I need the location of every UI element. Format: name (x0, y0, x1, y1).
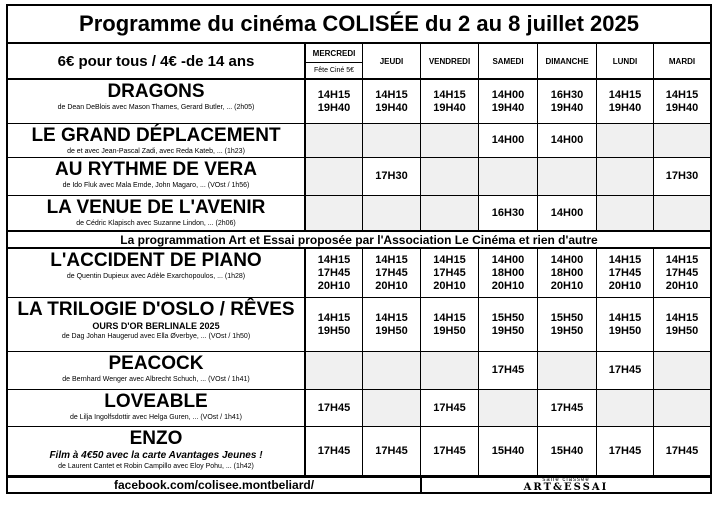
showtime: 14H00 (550, 206, 584, 219)
showtime-cell (363, 298, 421, 352)
film-title: LOVEABLE (104, 391, 208, 412)
facebook-link[interactable]: facebook.com/colisee.montbeliard/ (8, 476, 422, 492)
showtime-cell (538, 158, 597, 196)
showtime: 17H30 (375, 170, 408, 182)
film-info (8, 158, 306, 196)
showtime: 14H15 (375, 88, 408, 101)
showtime-cell (538, 427, 597, 476)
showtime-cell (654, 80, 710, 124)
showtime: 19H50 (491, 324, 525, 337)
film-info (8, 352, 306, 390)
showtime-cell (421, 249, 479, 298)
showtime: 20H10 (317, 279, 351, 292)
showtime-cell (479, 196, 538, 231)
showtime: 19H50 (433, 324, 466, 337)
showtime: 17H45 (608, 266, 642, 279)
showtime: 14H15 (317, 88, 351, 101)
film-title: LA TRILOGIE D'OSLO / RÊVES (17, 299, 295, 320)
showtime: 14H15 (375, 311, 408, 324)
showtime-cell (363, 80, 421, 124)
showtime-cell (306, 427, 363, 476)
film-info (8, 196, 306, 231)
showtime: 19H50 (375, 324, 408, 337)
showtime: 14H15 (608, 88, 642, 101)
film-info (8, 390, 306, 427)
showtime: 14H15 (317, 253, 351, 266)
film-credits: de Cédric Klapisch avec Suzanne Lindon, ... (2h06) (76, 220, 236, 227)
showtime: 14H15 (665, 311, 699, 324)
showtime-cell (306, 124, 363, 158)
film-info (8, 427, 306, 476)
showtime: 17H45 (491, 364, 525, 376)
day-header-samedi: SAMEDI (479, 44, 538, 80)
day-header-jeudi: JEUDI (363, 44, 421, 80)
day-label: MERCREDI (306, 44, 362, 63)
showtime-cell (597, 298, 654, 352)
showtime: 18H00 (491, 266, 525, 279)
showtime-cell (421, 196, 479, 231)
price-info: 6€ pour tous / 4€ -de 14 ans (8, 44, 306, 80)
showtime: 20H10 (608, 279, 642, 292)
showtime: 19H40 (550, 101, 584, 114)
showtime-cell (306, 249, 363, 298)
showtime: 17H45 (433, 401, 466, 414)
showtime: 14H15 (665, 253, 699, 266)
showtime: 15H40 (491, 444, 525, 457)
showtime-cell (421, 427, 479, 476)
showtime-cell (421, 158, 479, 196)
showtime-cell (421, 390, 479, 427)
film-title: L'ACCIDENT DE PIANO (50, 250, 262, 271)
showtime-cell (597, 249, 654, 298)
showtime: 19H50 (608, 324, 642, 337)
showtime: 15H50 (550, 311, 584, 324)
film-credits: de Ido Fluk avec Mala Emde, John Magaro, ... (VOst / 1h56) (62, 182, 250, 189)
film-title: AU RYTHME DE VERA (55, 159, 257, 180)
showtime-cell (538, 298, 597, 352)
showtime: 17H45 (375, 444, 408, 457)
showtime: 17H45 (433, 444, 466, 457)
showtime: 14H15 (433, 253, 466, 266)
showtime-cell (654, 249, 710, 298)
showtime-cell (363, 390, 421, 427)
film-info (8, 80, 306, 124)
showtime: 19H50 (317, 324, 351, 337)
showtime-cell (479, 390, 538, 427)
showtime: 14H15 (375, 253, 408, 266)
showtime: 19H40 (375, 101, 408, 114)
showtime-cell (654, 298, 710, 352)
showtime-cell (538, 390, 597, 427)
showtime-cell (479, 249, 538, 298)
showtime-cell (479, 158, 538, 196)
showtime: 14H15 (608, 311, 642, 324)
film-info (8, 124, 306, 158)
showtime: 14H15 (433, 311, 466, 324)
showtime-cell (597, 390, 654, 427)
showtime-cell (479, 352, 538, 390)
day-header-mercredi (306, 44, 363, 80)
showtime: 15H50 (491, 311, 525, 324)
film-title: LA VENUE DE L'AVENIR (46, 197, 266, 218)
page-title: Programme du cinéma COLISÉE du 2 au 8 juillet 2025 (8, 6, 710, 44)
showtime: 14H15 (608, 253, 642, 266)
showtime-cell (597, 124, 654, 158)
showtime-cell (363, 427, 421, 476)
showtime-cell (421, 352, 479, 390)
film-credits: de Dean DeBlois avec Mason Thames, Gerard Butler, ... (2h05) (57, 104, 255, 111)
film-credits: de et avec Jean-Pascal Zadi, avec Reda Kateb, ... (1h23) (67, 148, 245, 155)
showtime: 18H00 (550, 266, 584, 279)
showtime-cell (479, 298, 538, 352)
showtime: 14H00 (550, 134, 584, 146)
showtime-cell (538, 80, 597, 124)
showtime: 16H30 (491, 206, 525, 219)
showtime-cell (306, 352, 363, 390)
showtime: 17H45 (608, 364, 642, 376)
logo-big-text: ART&ESSAI (523, 482, 609, 493)
programme-sheet (6, 4, 712, 494)
art-essai-logo (422, 476, 710, 492)
showtime-cell (538, 124, 597, 158)
showtime: 16H30 (550, 88, 584, 101)
film-credits: de Bernhard Wenger avec Albrecht Schuch, ... (VOst / 1h41) (62, 376, 250, 383)
logo-small-text: salle classée (542, 477, 590, 483)
showtime: 17H45 (665, 266, 699, 279)
showtime-cell (479, 124, 538, 158)
showtime: 14H00 (491, 88, 525, 101)
showtime: 15H40 (550, 444, 584, 457)
showtime: 14H00 (550, 253, 584, 266)
showtime-cell (306, 158, 363, 196)
showtime-cell (654, 390, 710, 427)
showtime: 19H40 (491, 101, 525, 114)
showtime: 14H15 (665, 88, 699, 101)
showtime: 19H40 (433, 101, 466, 114)
day-header-vendredi: VENDREDI (421, 44, 479, 80)
film-credits: de Lilja Ingolfsdottir avec Helga Guren, ... (VOst / 1h41) (70, 414, 242, 421)
showtime-cell (597, 352, 654, 390)
showtime: 14H15 (433, 88, 466, 101)
showtime: 20H10 (665, 279, 699, 292)
film-promo: Film à 4€50 avec la carte Avantages Jeunes ! (49, 450, 263, 461)
showtime-cell (538, 196, 597, 231)
showtime-cell (363, 249, 421, 298)
showtime-cell (654, 124, 710, 158)
showtime: 20H10 (550, 279, 584, 292)
showtime: 19H40 (608, 101, 642, 114)
showtime: 17H45 (608, 444, 642, 457)
day-header-dimanche: DIMANCHE (538, 44, 597, 80)
film-title: PEACOCK (108, 353, 204, 374)
showtime-cell (538, 352, 597, 390)
showtime-cell (306, 80, 363, 124)
day-header-mardi: MARDI (654, 44, 710, 80)
film-credits: de Quentin Dupieux avec Adèle Exarchopoulos, ... (1h28) (66, 273, 246, 280)
showtime-cell (421, 124, 479, 158)
film-info (8, 249, 306, 298)
showtime: 17H45 (433, 266, 466, 279)
showtime: 14H15 (317, 311, 351, 324)
showtime-cell (421, 80, 479, 124)
showtime-cell (306, 298, 363, 352)
showtime: 14H00 (491, 253, 525, 266)
day-header-lundi: LUNDI (597, 44, 654, 80)
film-title: LE GRAND DÉPLACEMENT (31, 125, 281, 146)
showtime-cell (363, 158, 421, 196)
film-title: ENZO (129, 428, 183, 449)
showtime-cell (421, 298, 479, 352)
showtime: 19H40 (317, 101, 351, 114)
art-essai-banner: La programmation Art et Essai proposée par l'Association Le Cinéma et rien d'autre (8, 231, 710, 249)
showtime: 14H00 (491, 134, 525, 146)
showtime-cell (597, 196, 654, 231)
showtime-cell (654, 352, 710, 390)
showtime-cell (654, 427, 710, 476)
showtime: 19H50 (550, 324, 584, 337)
showtime: 17H45 (375, 266, 408, 279)
showtime-cell (306, 196, 363, 231)
showtime-cell (363, 124, 421, 158)
showtime-cell (363, 352, 421, 390)
showtime-cell (597, 158, 654, 196)
showtime: 20H10 (491, 279, 525, 292)
showtime: 19H40 (665, 101, 699, 114)
showtime: 20H10 (433, 279, 466, 292)
film-credits: de Dag Johan Haugerud avec Ella Øverbye, ... (VOst / 1h50) (61, 333, 251, 340)
showtime: 17H30 (665, 170, 699, 182)
film-subtitle: OURS D'OR BERLINALE 2025 (92, 321, 220, 331)
film-credits: de Laurent Cantet et Robin Campillo avec Eloy Pohu, ... (1h42) (58, 463, 254, 470)
showtime: 19H50 (665, 324, 699, 337)
showtime: 17H45 (317, 266, 351, 279)
showtime-cell (597, 80, 654, 124)
showtime: 17H45 (665, 444, 699, 457)
showtime-cell (363, 196, 421, 231)
showtime: 17H45 (550, 401, 584, 414)
showtime-cell (306, 390, 363, 427)
showtime-cell (654, 196, 710, 231)
showtime-cell (654, 158, 710, 196)
showtime-cell (479, 427, 538, 476)
showtime-cell (538, 249, 597, 298)
showtime-cell (597, 427, 654, 476)
showtime: 17H45 (317, 401, 351, 414)
day-note: Fête Ciné 5€ (313, 67, 355, 75)
film-title: DRAGONS (107, 81, 205, 102)
showtime-cell (479, 80, 538, 124)
showtime: 17H45 (317, 444, 351, 457)
showtime: 20H10 (375, 279, 408, 292)
film-info (8, 298, 306, 352)
